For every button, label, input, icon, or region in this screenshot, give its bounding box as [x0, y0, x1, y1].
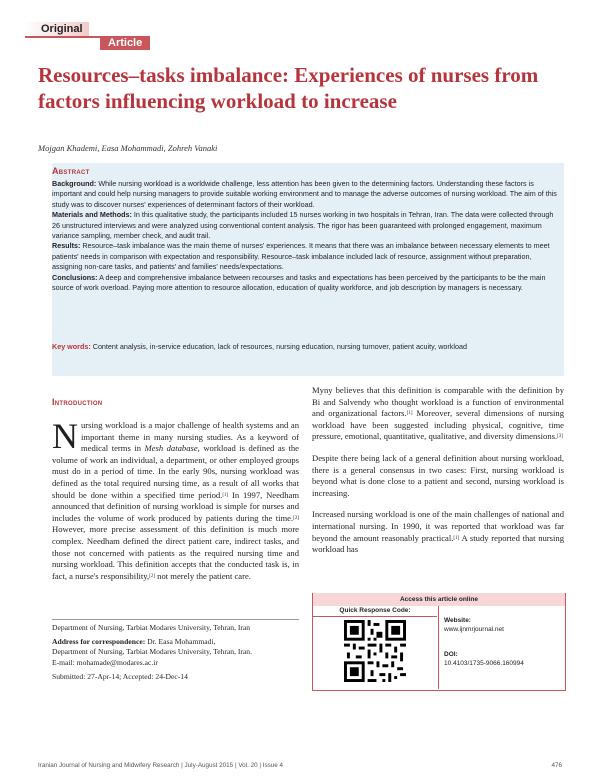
- keywords: Key words: Content analysis, in-service education, lack of resources, nursing education, nursing turnover, patient acuity, workload: [52, 342, 467, 351]
- affiliation-block: [52, 619, 299, 686]
- page-footer: [38, 762, 562, 769]
- badge-article: Article: [100, 36, 150, 50]
- qr-label: Quick Response Code:: [313, 607, 437, 617]
- doi-info: DOI: 10.4103/1735-9066.160994: [444, 651, 524, 667]
- qr-code-icon[interactable]: [344, 620, 406, 687]
- email: E-mail: mohamade@modares.ac.ir: [52, 657, 158, 667]
- submission-dates: Submitted: 27-Apr-14; Accepted: 24-Dec-14: [52, 671, 188, 681]
- article-title: Resources–tasks imbalance: Experiences of nurses from factors influencing workload to increase: [38, 63, 539, 113]
- page-number: 476: [551, 762, 562, 769]
- abstract-results: Results: Resource–task imbalance was the main theme of nurses' experiences. It means that there was an imbalance between necessary elements to meet patients' needs in comparison with expectation and responsibility. Resource–task imbalance included lack of resource, assignment without preparation, assigning non-care tasks, and patients' and families' needs/expectations.: [52, 241, 550, 272]
- abstract-heading: Abstract: [52, 166, 90, 176]
- badge-original: Original: [25, 22, 89, 36]
- author-list: Mojgan Khademi, Easa Mohammadi, Zohreh Vanaki: [38, 143, 218, 153]
- abstract-body: [52, 179, 562, 293]
- intro-paragraph-2: Myny believes that this definition is comparable with the definition by Bi and Salvendy who thought workload is a function of environmental and organizational factors.[1] Moreover, several dimensions of nursing workload have been suggested including physical, cognitive, time pressure, emotional, quantitative, qualitative, and diversity dimensions.[3]: [312, 385, 565, 442]
- website-info: Website: www.ijnmrjournal.net: [444, 617, 504, 633]
- access-header: Access this article online: [313, 593, 565, 606]
- abstract-conclusions: Conclusions: A deep and comprehensive imbalance between recourses and tasks and expectations has been perceived by the participants to be the main source of work overload. Paying more attention to resource allocation, education of quality workforce, and job description by managers is necessary.: [52, 272, 546, 293]
- intro-column-left: [52, 416, 300, 592]
- correspondence: Address for correspondence: Dr. Easa Mohammadi, Department of Nursing, Tarbiat Modares University, Tehran, Iran. E-mail: mohamade@modares.ac.ir: [52, 637, 252, 667]
- intro-paragraph-4: Increased nursing workload is one of the main challenges of national and international nursing. In 1990, it was reported that workload was far beyond the amount reasonably practical.[1] A study reported that nursing workload has: [312, 509, 564, 555]
- department: Department of Nursing, Tarbiat Modares University, Tehran, Iran: [52, 623, 251, 632]
- introduction-heading: Introduction: [52, 397, 103, 407]
- abstract-methods: Materials and Methods: In this qualitative study, the participants included 15 nurses working in two hospitals in Tehran, Iran. The data were collected through 26 unstructured interviews and were analyzed using conventional content analysis. The rigor has been guaranteed with prolonged engagement, maximum variance sampling, member check, and audit trail.: [52, 210, 554, 241]
- access-divider: [438, 606, 439, 689]
- website-link[interactable]: www.ijnmrjournal.net: [444, 626, 504, 633]
- intro-column-right: [312, 385, 564, 566]
- intro-paragraph-1: Nursing workload is a major challenge of health systems and an important theme in many nursing studies. As a keyword of medical terms in Mesh database, workload is defined as the volume of work an individual, a department, or other employed groups must do in a period of time. In the early 90s, nursing workload was defined as the total required nursing time, as a result of all works that should be done within a specified time period.[1] In 1997, Needham announced that definition of nursing workload is simple for nurses and includes the volume of work produced by patients during the time.[2] However, more precise assessment of this definition is much more complex. Needham defined the direct patient care, indirect tasks, and those not concerned with patients as the required nursing time and nursing workload. This definition accepts that the conducted task is, in fact, a nurse's responsibility,[2] not merely the patient care.: [52, 416, 300, 581]
- intro-paragraph-3: Despite there being lack of a general definition about nursing workload, there is a general consensus in two cases: First, nursing workload is beyond what is done close to a patient and second, nursing workload is increasing.: [312, 452, 564, 498]
- doi-link[interactable]: 10.4103/1735-9066.160994: [444, 660, 524, 667]
- journal-citation: Iranian Journal of Nursing and Midwifery Research | July-August 2015 | Vol. 20 | Issue 4: [38, 762, 284, 769]
- header-rule: [25, 36, 100, 38]
- abstract-background: Background: While nursing workload is a worldwide challenge, less attention has been given to the determining factors. Understanding these factors is important and could help nursing managers to provide suitable working environment and to manage the adverse outcomes of nursing workload. The aim of this study was to discover nurses' experiences of determinant factors of their workload.: [52, 179, 557, 209]
- drop-cap: N: [52, 416, 78, 456]
